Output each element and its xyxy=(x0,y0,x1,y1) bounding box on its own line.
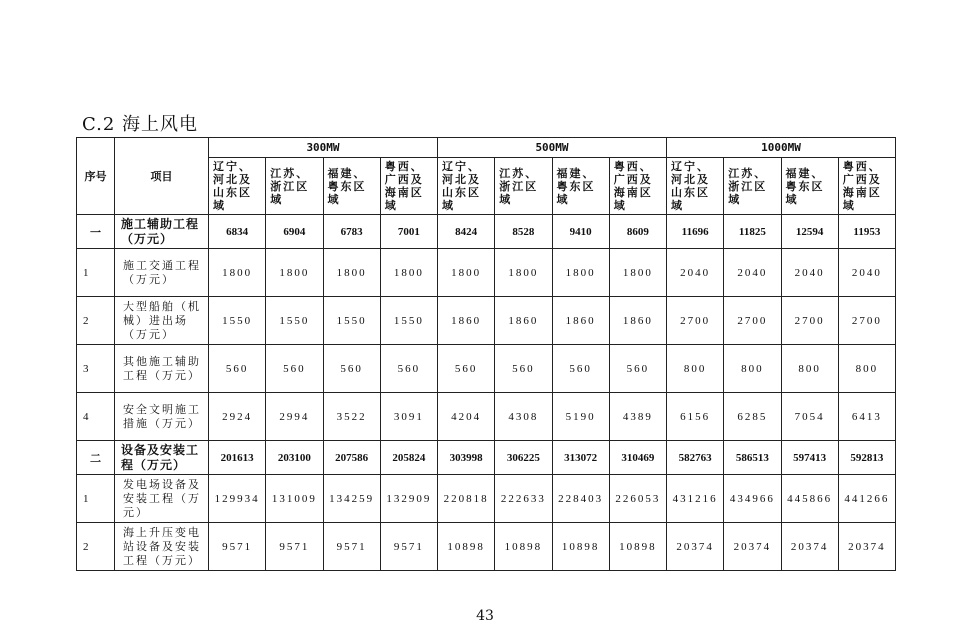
cell-value: 228403 xyxy=(552,475,609,523)
cell-value: 560 xyxy=(552,345,609,393)
cell-value: 2700 xyxy=(667,297,724,345)
cell-value: 2700 xyxy=(724,297,781,345)
cell-value: 8609 xyxy=(609,215,666,249)
cell-value: 1800 xyxy=(323,249,380,297)
header-region: 粤西、广西及海南区域 xyxy=(380,158,437,215)
row-item-name: 大型船舶（机械）进出场（万元） xyxy=(115,297,209,345)
cell-value: 560 xyxy=(380,345,437,393)
cell-value: 582763 xyxy=(667,441,724,475)
cell-value: 434966 xyxy=(724,475,781,523)
row-item-name: 海上升压变电站设备及安装工程（万元） xyxy=(115,523,209,571)
header-item: 项目 xyxy=(115,138,209,215)
cell-value: 800 xyxy=(667,345,724,393)
cell-value: 431216 xyxy=(667,475,724,523)
header-group-500mw: 500MW xyxy=(438,138,667,158)
cell-value: 1860 xyxy=(552,297,609,345)
cell-value: 441266 xyxy=(838,475,895,523)
cell-value: 6285 xyxy=(724,393,781,441)
cell-value: 1800 xyxy=(266,249,323,297)
cell-value: 6783 xyxy=(323,215,380,249)
row-serial-no: 二 xyxy=(77,441,115,475)
cell-value: 586513 xyxy=(724,441,781,475)
cell-value: 2040 xyxy=(781,249,838,297)
cell-value: 6413 xyxy=(838,393,895,441)
header-region: 江苏、浙江区域 xyxy=(266,158,323,215)
header-region: 福建、粤东区域 xyxy=(781,158,838,215)
cell-value: 310469 xyxy=(609,441,666,475)
cell-value: 560 xyxy=(609,345,666,393)
cell-value: 560 xyxy=(266,345,323,393)
cell-value: 1800 xyxy=(609,249,666,297)
cell-value: 3522 xyxy=(323,393,380,441)
cell-value: 20374 xyxy=(838,523,895,571)
row-item-name: 设备及安装工程（万元） xyxy=(115,441,209,475)
section-title: C.2 海上风电 xyxy=(82,114,199,135)
row-serial-no: 2 xyxy=(77,523,115,571)
cell-value: 560 xyxy=(495,345,552,393)
cell-value: 1860 xyxy=(438,297,495,345)
cell-value: 303998 xyxy=(438,441,495,475)
cell-value: 226053 xyxy=(609,475,666,523)
cell-value: 560 xyxy=(438,345,495,393)
cell-value: 11825 xyxy=(724,215,781,249)
cell-value: 592813 xyxy=(838,441,895,475)
cell-value: 10898 xyxy=(609,523,666,571)
cell-value: 4308 xyxy=(495,393,552,441)
cell-value: 1860 xyxy=(609,297,666,345)
table-row xyxy=(77,393,896,441)
cell-value: 205824 xyxy=(380,441,437,475)
cell-value: 9571 xyxy=(323,523,380,571)
header-group-300mw: 300MW xyxy=(209,138,438,158)
row-item-name: 发电场设备及安装工程（万元） xyxy=(115,475,209,523)
table-row-subtotal xyxy=(77,441,896,475)
cell-value: 20374 xyxy=(667,523,724,571)
cell-value: 9410 xyxy=(552,215,609,249)
cell-value: 134259 xyxy=(323,475,380,523)
header-region: 江苏、浙江区域 xyxy=(724,158,781,215)
cell-value: 4389 xyxy=(609,393,666,441)
cell-value: 1800 xyxy=(495,249,552,297)
cell-value: 10898 xyxy=(495,523,552,571)
cell-value: 1800 xyxy=(438,249,495,297)
cell-value: 20374 xyxy=(781,523,838,571)
header-row-groups xyxy=(77,138,896,158)
cell-value: 11696 xyxy=(667,215,724,249)
cell-value: 5190 xyxy=(552,393,609,441)
cell-value: 131009 xyxy=(266,475,323,523)
cell-value: 597413 xyxy=(781,441,838,475)
header-region: 福建、粤东区域 xyxy=(323,158,380,215)
cell-value: 9571 xyxy=(266,523,323,571)
cell-value: 1800 xyxy=(209,249,266,297)
cell-value: 560 xyxy=(323,345,380,393)
table-row xyxy=(77,297,896,345)
cell-value: 1800 xyxy=(552,249,609,297)
row-item-name: 安全文明施工措施（万元） xyxy=(115,393,209,441)
cost-table xyxy=(76,137,896,571)
cell-value: 1860 xyxy=(495,297,552,345)
header-serial-no: 序号 xyxy=(77,138,115,215)
cell-value: 8424 xyxy=(438,215,495,249)
row-serial-no: 4 xyxy=(77,393,115,441)
row-serial-no: 1 xyxy=(77,249,115,297)
cell-value: 2040 xyxy=(724,249,781,297)
row-item-name: 施工交通工程（万元） xyxy=(115,249,209,297)
cell-value: 12594 xyxy=(781,215,838,249)
cell-value: 20374 xyxy=(724,523,781,571)
cell-value: 1550 xyxy=(266,297,323,345)
cell-value: 6904 xyxy=(266,215,323,249)
table-body xyxy=(77,215,896,571)
cell-value: 306225 xyxy=(495,441,552,475)
row-serial-no: 2 xyxy=(77,297,115,345)
cell-value: 11953 xyxy=(838,215,895,249)
cell-value: 7054 xyxy=(781,393,838,441)
cell-value: 7001 xyxy=(380,215,437,249)
cell-value: 6834 xyxy=(209,215,266,249)
header-region: 辽宁、河北及山东区域 xyxy=(438,158,495,215)
cell-value: 560 xyxy=(209,345,266,393)
row-item-name: 其他施工辅助工程（万元） xyxy=(115,345,209,393)
cell-value: 1800 xyxy=(380,249,437,297)
cell-value: 203100 xyxy=(266,441,323,475)
cell-value: 445866 xyxy=(781,475,838,523)
cell-value: 2040 xyxy=(667,249,724,297)
cell-value: 3091 xyxy=(380,393,437,441)
header-region: 粤西、广西及海南区域 xyxy=(609,158,666,215)
header-region: 辽宁、河北及山东区域 xyxy=(209,158,266,215)
row-serial-no: 一 xyxy=(77,215,115,249)
cell-value: 800 xyxy=(724,345,781,393)
cell-value: 1550 xyxy=(380,297,437,345)
table-row xyxy=(77,523,896,571)
row-serial-no: 3 xyxy=(77,345,115,393)
cell-value: 2994 xyxy=(266,393,323,441)
cell-value: 800 xyxy=(838,345,895,393)
table-row xyxy=(77,249,896,297)
header-region: 福建、粤东区域 xyxy=(552,158,609,215)
cell-value: 10898 xyxy=(438,523,495,571)
cell-value: 1550 xyxy=(323,297,380,345)
cell-value: 800 xyxy=(781,345,838,393)
cell-value: 132909 xyxy=(380,475,437,523)
cell-value: 313072 xyxy=(552,441,609,475)
table-row xyxy=(77,475,896,523)
cell-value: 2040 xyxy=(838,249,895,297)
cell-value: 2700 xyxy=(781,297,838,345)
cell-value: 9571 xyxy=(380,523,437,571)
table-row-subtotal xyxy=(77,215,896,249)
header-region: 江苏、浙江区域 xyxy=(495,158,552,215)
cell-value: 207586 xyxy=(323,441,380,475)
cell-value: 9571 xyxy=(209,523,266,571)
cell-value: 129934 xyxy=(209,475,266,523)
header-region: 辽宁、河北及山东区域 xyxy=(667,158,724,215)
cell-value: 222633 xyxy=(495,475,552,523)
cell-value: 2700 xyxy=(838,297,895,345)
page-number: 43 xyxy=(476,608,494,624)
cell-value: 201613 xyxy=(209,441,266,475)
row-serial-no: 1 xyxy=(77,475,115,523)
row-item-name: 施工辅助工程（万元） xyxy=(115,215,209,249)
header-region: 粤西、广西及海南区域 xyxy=(838,158,895,215)
cell-value: 2924 xyxy=(209,393,266,441)
cell-value: 1550 xyxy=(209,297,266,345)
cell-value: 6156 xyxy=(667,393,724,441)
header-group-1000mw: 1000MW xyxy=(667,138,896,158)
cell-value: 8528 xyxy=(495,215,552,249)
cell-value: 220818 xyxy=(438,475,495,523)
table-row xyxy=(77,345,896,393)
cell-value: 10898 xyxy=(552,523,609,571)
cell-value: 4204 xyxy=(438,393,495,441)
